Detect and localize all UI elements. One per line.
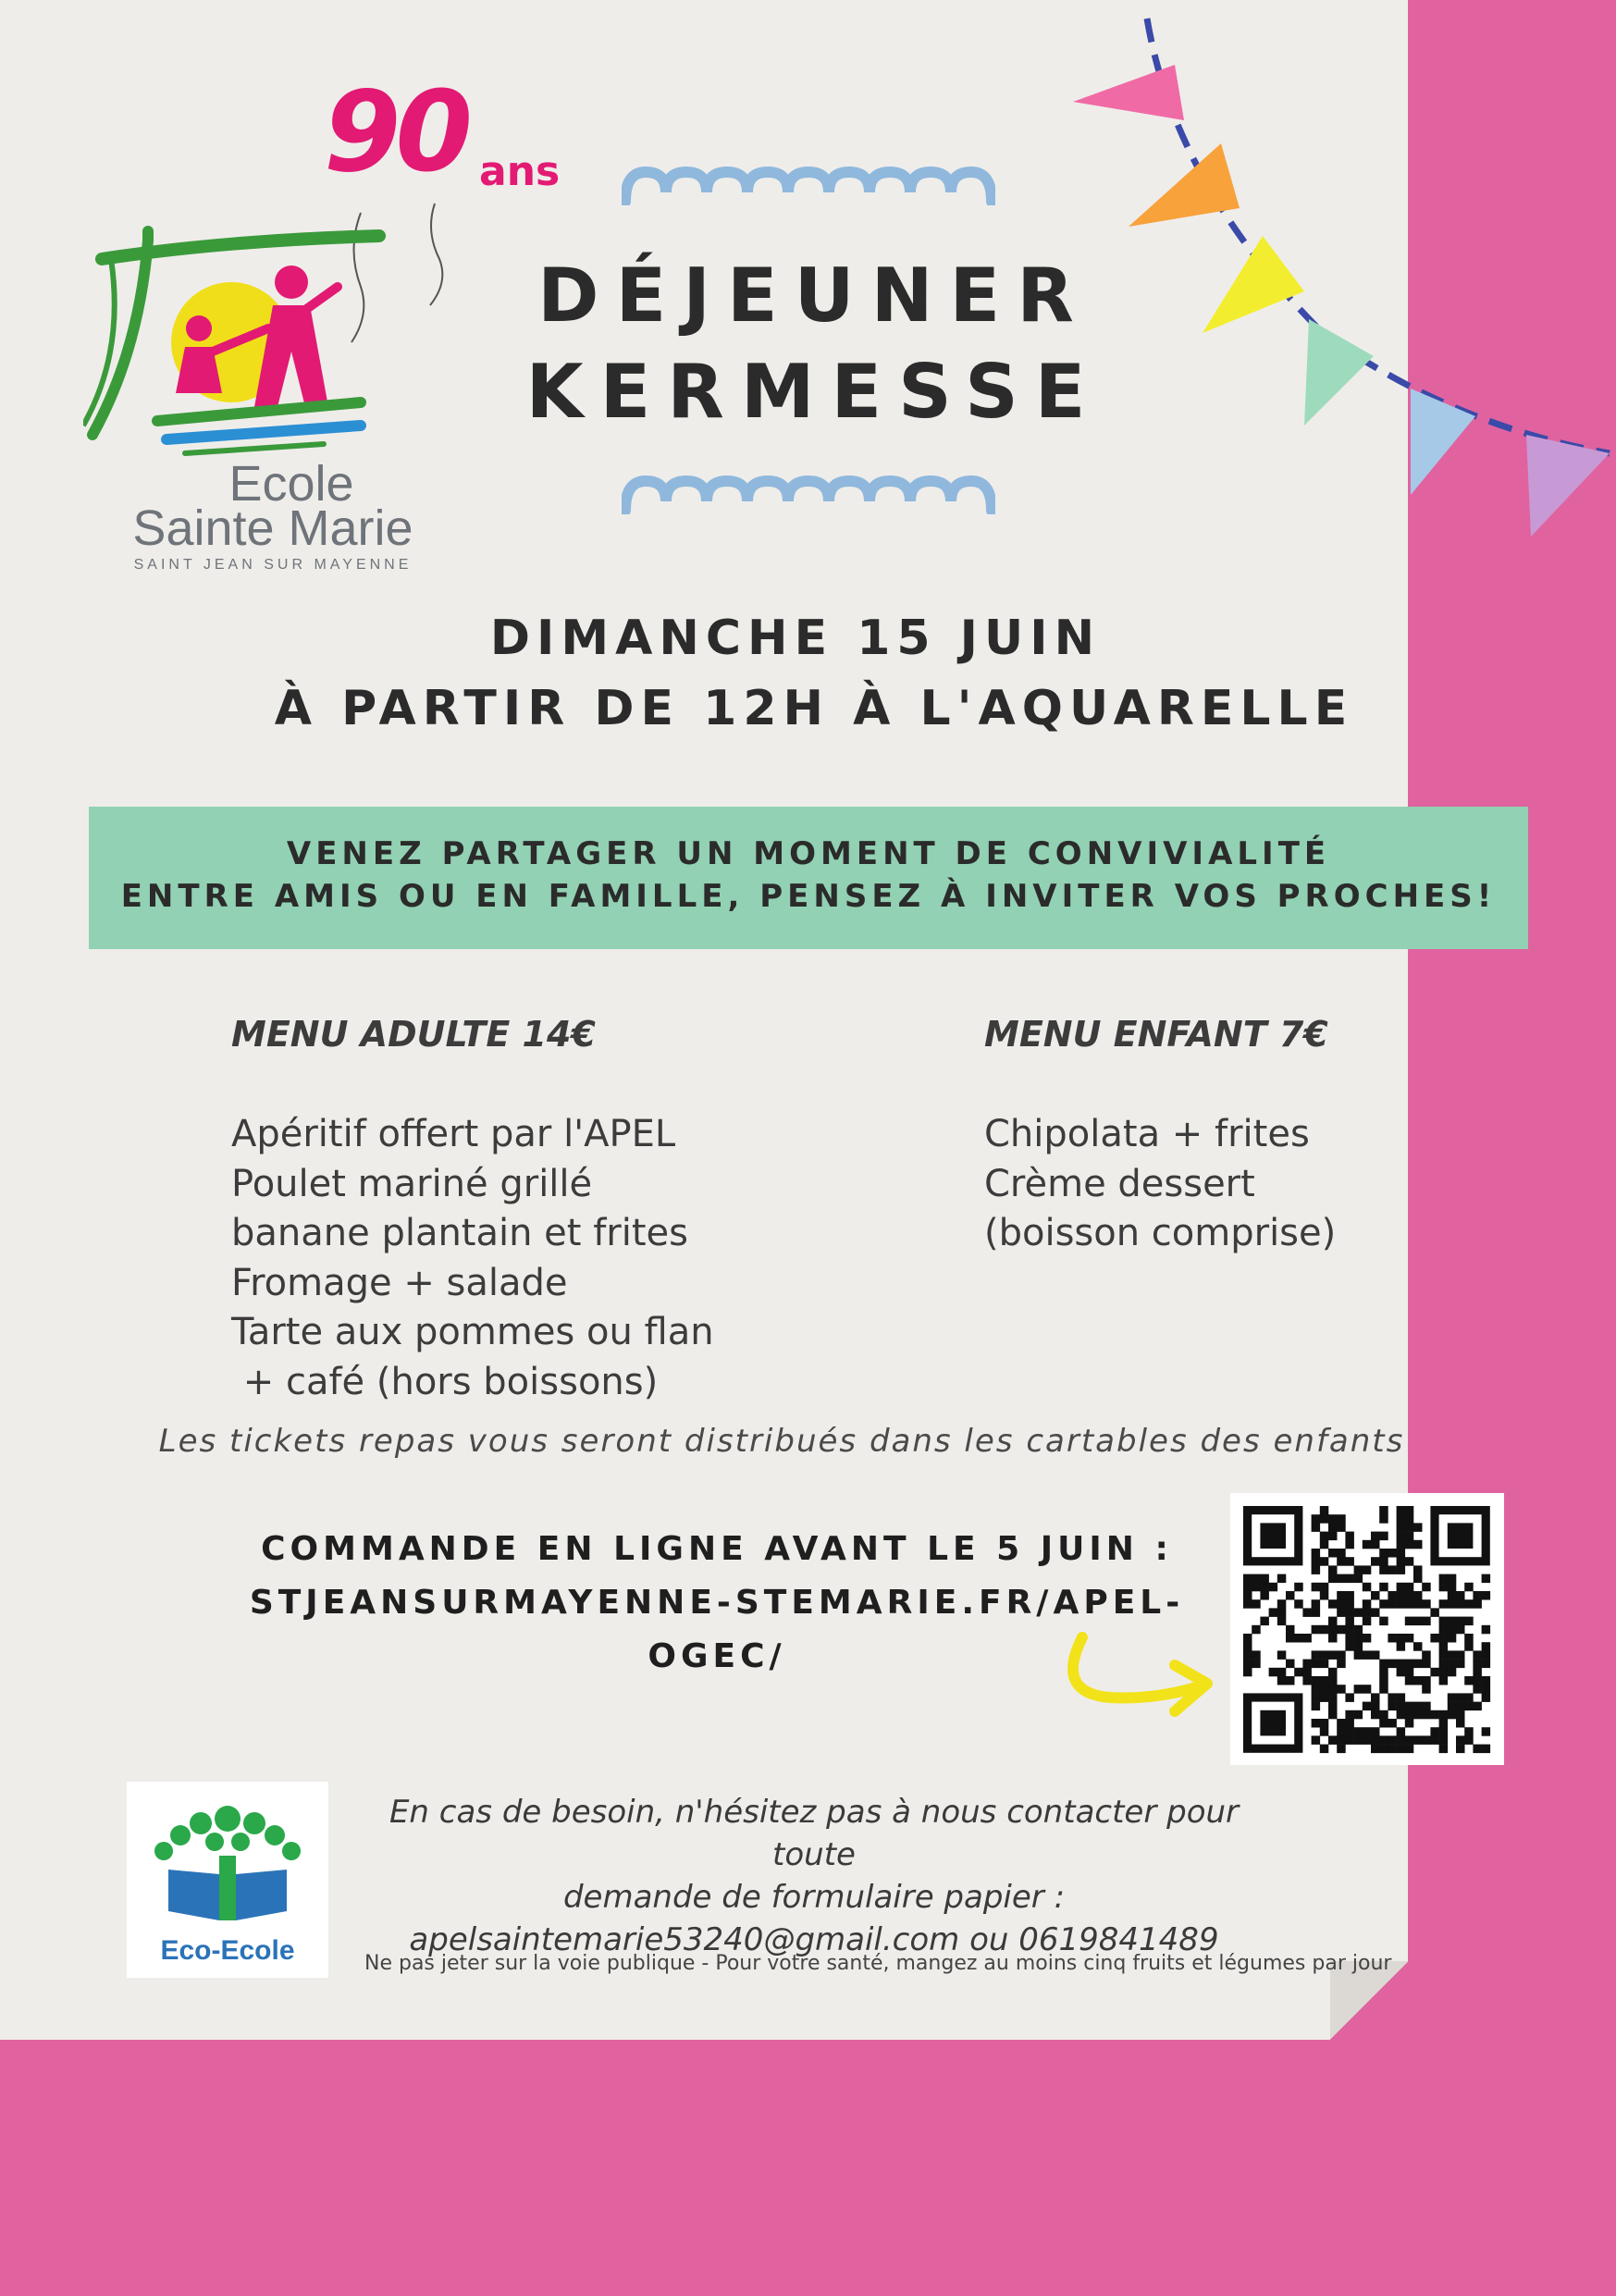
adult-menu-item: banane plantain et frites <box>231 1212 688 1254</box>
legal-disclaimer: Ne pas jeter sur la voie publique - Pour votre santé, mangez au moins cinq fruits et légumes par jour <box>364 1952 1392 1975</box>
anniversary-number: 90 <box>324 68 467 197</box>
invite-line2: ENTRE AMIS OU EN FAMILLE, PENSEZ À INVITER VOS PROCHES! <box>120 878 1497 915</box>
invite-text <box>89 833 1528 918</box>
child-menu-title: MENU ENFANT 7€ <box>984 1014 1328 1055</box>
adult-menu-item: Fromage + salade <box>231 1261 568 1304</box>
adult-menu-list <box>231 1110 714 1407</box>
contact-info <box>352 1791 1277 1961</box>
child-menu-list <box>984 1110 1336 1259</box>
qr-code-graphic <box>1230 1493 1504 1765</box>
adult-menu-item: Poulet mariné grillé <box>231 1162 593 1205</box>
order-url[interactable]: STJEANSURMAYENNE-STEMARIE.FR/APEL-OGEC/ <box>249 1584 1185 1675</box>
eco-ecole-graphic <box>127 1782 328 1939</box>
adult-menu-item: + café (hors boissons) <box>231 1360 659 1403</box>
event-time-location: À PARTIR DE 12H À L'AQUARELLE <box>274 681 1354 736</box>
eco-ecole-logo <box>127 1782 328 1978</box>
event-title-line2: KERMESSE <box>525 349 1103 435</box>
tickets-note: Les tickets repas vous seront distribués dans les cartables des enfants <box>158 1423 1405 1460</box>
event-date: DIMANCHE 15 JUIN <box>489 611 1102 666</box>
adult-menu-item: Apéritif offert par l'APEL <box>231 1113 676 1155</box>
anniversary-suffix: ans <box>479 148 561 195</box>
order-deadline: COMMANDE EN LIGNE AVANT LE 5 JUIN : <box>261 1530 1173 1568</box>
event-title-line1: DÉJEUNER <box>537 253 1091 339</box>
child-menu-item: (boisson comprise) <box>984 1212 1337 1254</box>
contact-line2: demande de formulaire papier : <box>562 1879 1066 1916</box>
invite-line1: VENEZ PARTAGER UN MOMENT DE CONVIVIALITÉ <box>286 835 1331 872</box>
contact-email-phone[interactable]: apelsaintemarie53240@gmail.com ou 0619841489 <box>409 1921 1219 1958</box>
contact-line1: En cas de besoin, n'hésitez pas à nous contacter pour toute <box>389 1794 1240 1873</box>
school-location: SAINT JEAN SUR MAYENNE <box>133 557 413 573</box>
child-menu-item: Chipolata + frites <box>984 1113 1310 1155</box>
child-menu-item: Crème dessert <box>984 1162 1255 1205</box>
wave-decoration-bottom <box>622 474 995 514</box>
school-name-line2: Sainte Marie <box>132 500 413 556</box>
arrow-icon <box>1055 1628 1221 1739</box>
qr-code[interactable] <box>1230 1493 1504 1765</box>
adult-menu-title: MENU ADULTE 14€ <box>231 1014 596 1055</box>
wave-decoration-top <box>622 165 995 205</box>
eco-ecole-label: Eco-Ecole <box>160 1935 295 1966</box>
school-name-line1: Ecole <box>228 456 354 512</box>
adult-menu-item: Tarte aux pommes ou flan <box>231 1311 714 1353</box>
